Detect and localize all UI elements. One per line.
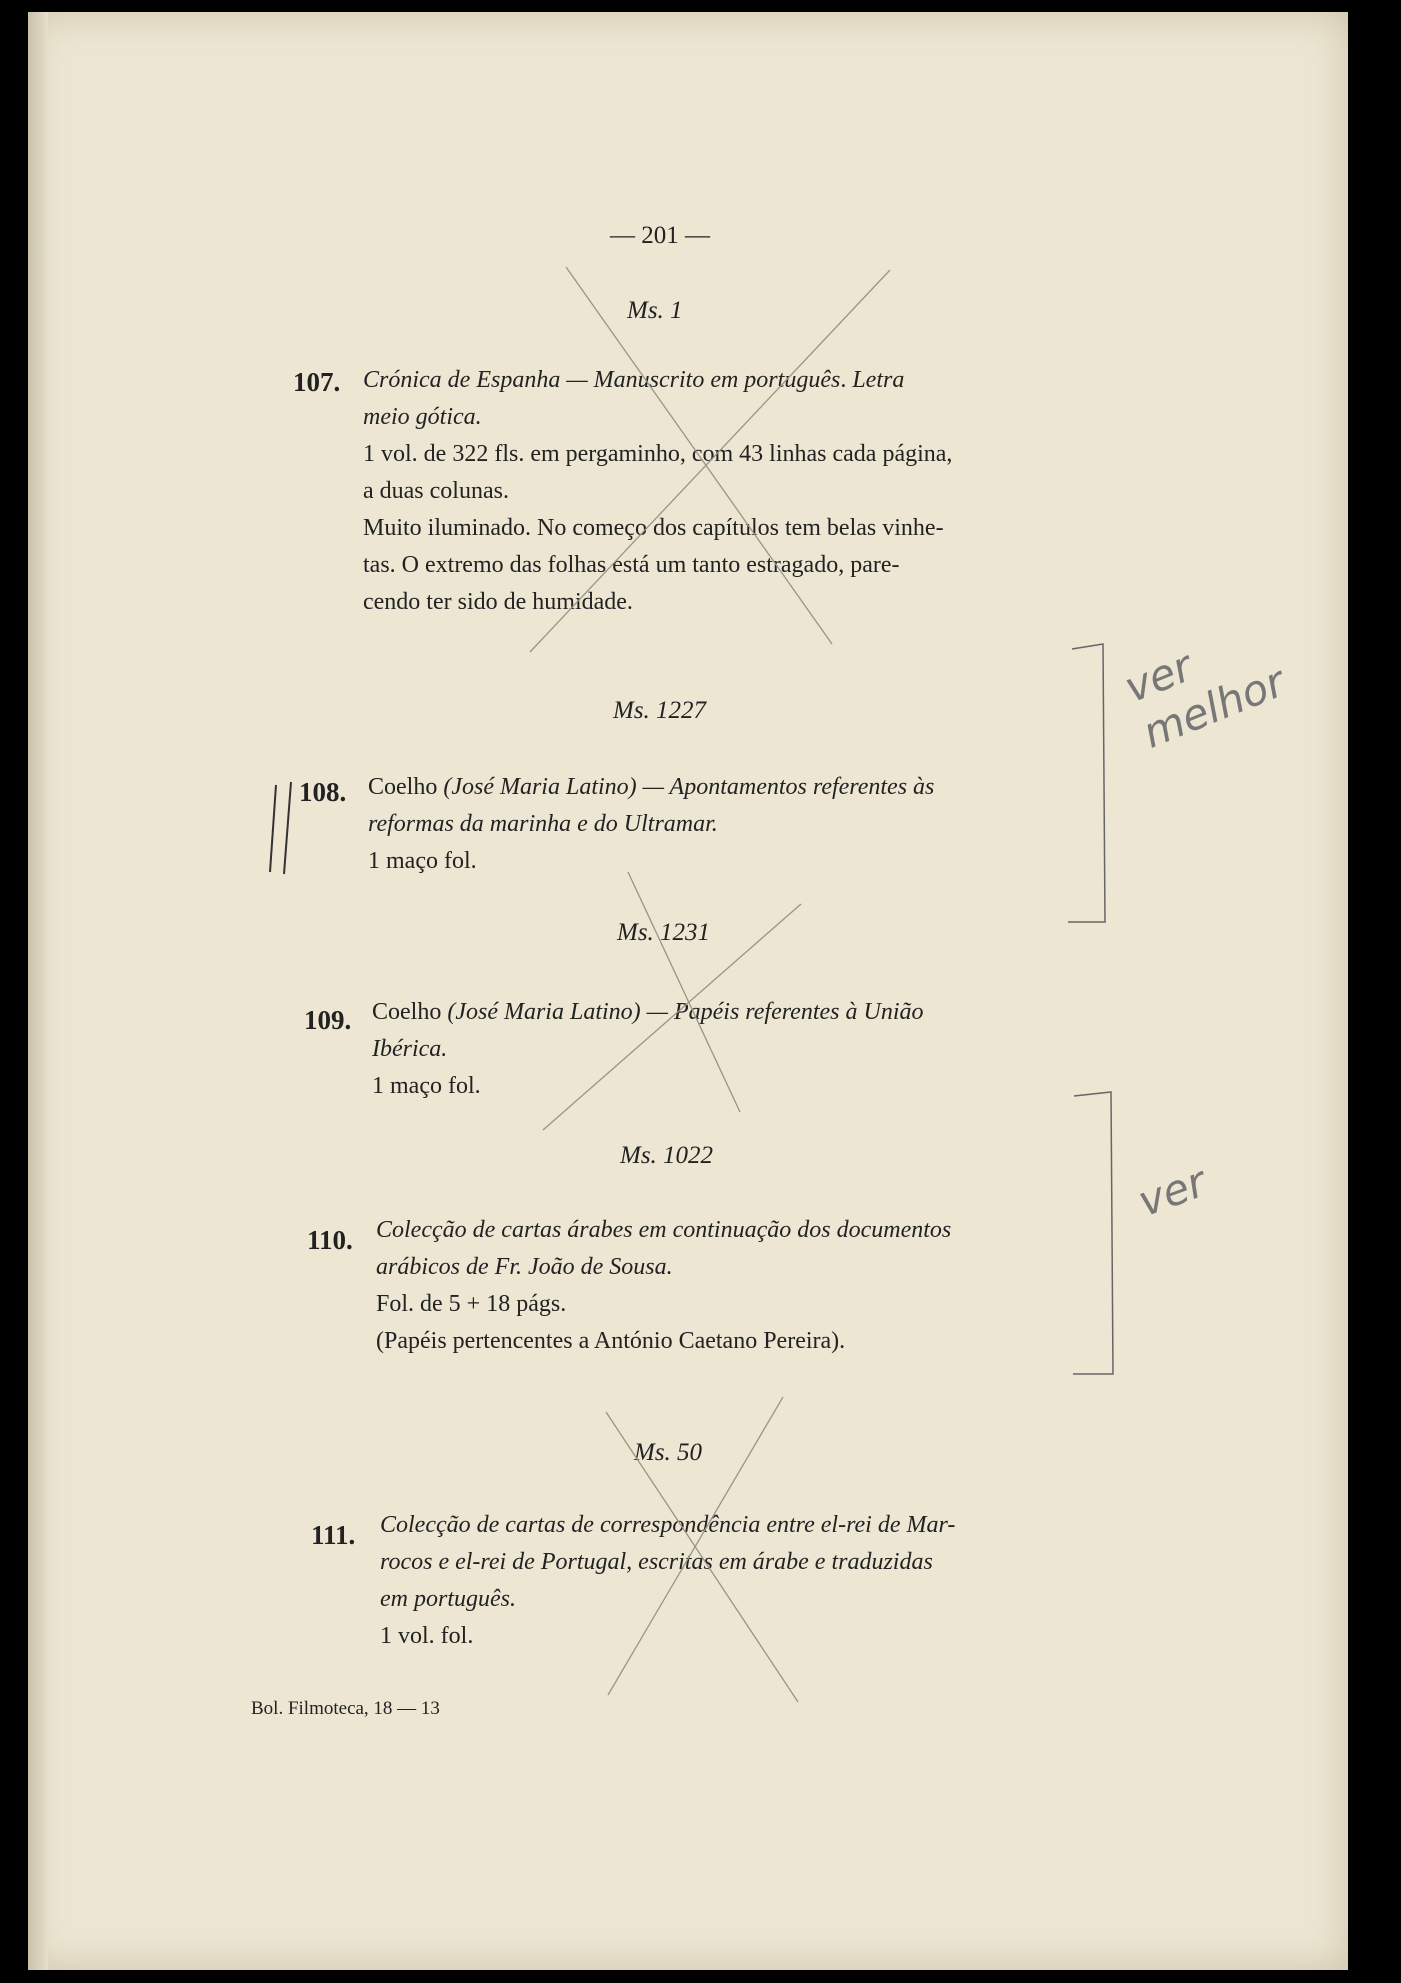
margin-bar-108-a — [270, 785, 276, 872]
entry-line: Crónica de Espanha — Manuscrito em português. Letra — [363, 367, 905, 393]
entry-line: cendo ter sido de humidade. — [363, 589, 633, 615]
entry-line: rocos e el-rei de Portugal, escritas em árabe e traduzidas — [380, 1549, 933, 1575]
pencil-marks — [28, 12, 1348, 1970]
entry-line: Fol. de 5 + 18 págs. — [376, 1291, 567, 1317]
page-footer: Bol. Filmoteca, 18 — 13 — [251, 1698, 440, 1719]
entry-line: Ibérica. — [372, 1036, 448, 1062]
bracket-110 — [1073, 1092, 1113, 1374]
entry-number-107: 107. — [293, 367, 341, 397]
entry-number-111: 111. — [311, 1520, 356, 1550]
entry-number-110: 110. — [307, 1225, 353, 1255]
ms-label-111: Ms. 50 — [634, 1439, 703, 1466]
entry-line: 1 maço fol. — [372, 1073, 481, 1099]
entry-line: 1 vol. fol. — [380, 1623, 474, 1649]
entry-line: 1 maço fol. — [368, 848, 477, 874]
entry-line: 1 vol. de 322 fls. em pergaminho, com 43 linhas cada página, — [363, 441, 953, 467]
entry-line: Coelho (José Maria Latino) — Papéis referentes à União — [372, 999, 924, 1025]
cross-out-107-a — [566, 267, 832, 644]
margin-bar-108-b — [284, 782, 291, 874]
entry-line: Muito iluminado. No começo dos capítulos tem belas vinhe- — [363, 515, 944, 541]
cross-out-109-b — [543, 904, 801, 1130]
entry-line: arábicos de Fr. João de Sousa. — [376, 1254, 673, 1280]
entry-number-108: 108. — [299, 777, 347, 807]
pencil-annotation-ver-melhor: ver melhor — [1117, 641, 1292, 758]
page-number: — 201 — — [610, 222, 710, 249]
cross-out-111-a — [606, 1412, 798, 1702]
entry-line: Colecção de cartas árabes em continuação dos documentos — [376, 1217, 952, 1243]
bracket-108 — [1068, 644, 1105, 922]
cross-out-107-b — [530, 270, 890, 652]
entry-line: Colecção de cartas de correspondência entre el-rei de Mar- — [380, 1512, 956, 1538]
entry-line: Coelho (José Maria Latino) — Apontamentos referentes às — [368, 774, 935, 800]
entry-number-109: 109. — [304, 1005, 352, 1035]
ms-label-109: Ms. 1231 — [617, 919, 711, 946]
entry-line: reformas da marinha e do Ultramar. — [368, 811, 718, 837]
entry-line: em português. — [380, 1586, 516, 1612]
ms-label-108: Ms. 1227 — [613, 697, 707, 724]
ms-label-110: Ms. 1022 — [620, 1142, 714, 1169]
book-page — [28, 12, 1348, 1970]
entry-line: meio gótica. — [363, 404, 482, 430]
cross-out-111-b — [608, 1397, 783, 1695]
cross-out-109-a — [628, 872, 740, 1112]
entry-line: a duas colunas. — [363, 478, 509, 504]
entry-line: (Papéis pertencentes a António Caetano Pereira). — [376, 1328, 846, 1354]
entry-line: tas. O extremo das folhas está um tanto estragado, pare- — [363, 552, 900, 578]
pencil-annotation-ver: ver — [1131, 1156, 1213, 1227]
ms-label-107: Ms. 1 — [627, 297, 683, 324]
